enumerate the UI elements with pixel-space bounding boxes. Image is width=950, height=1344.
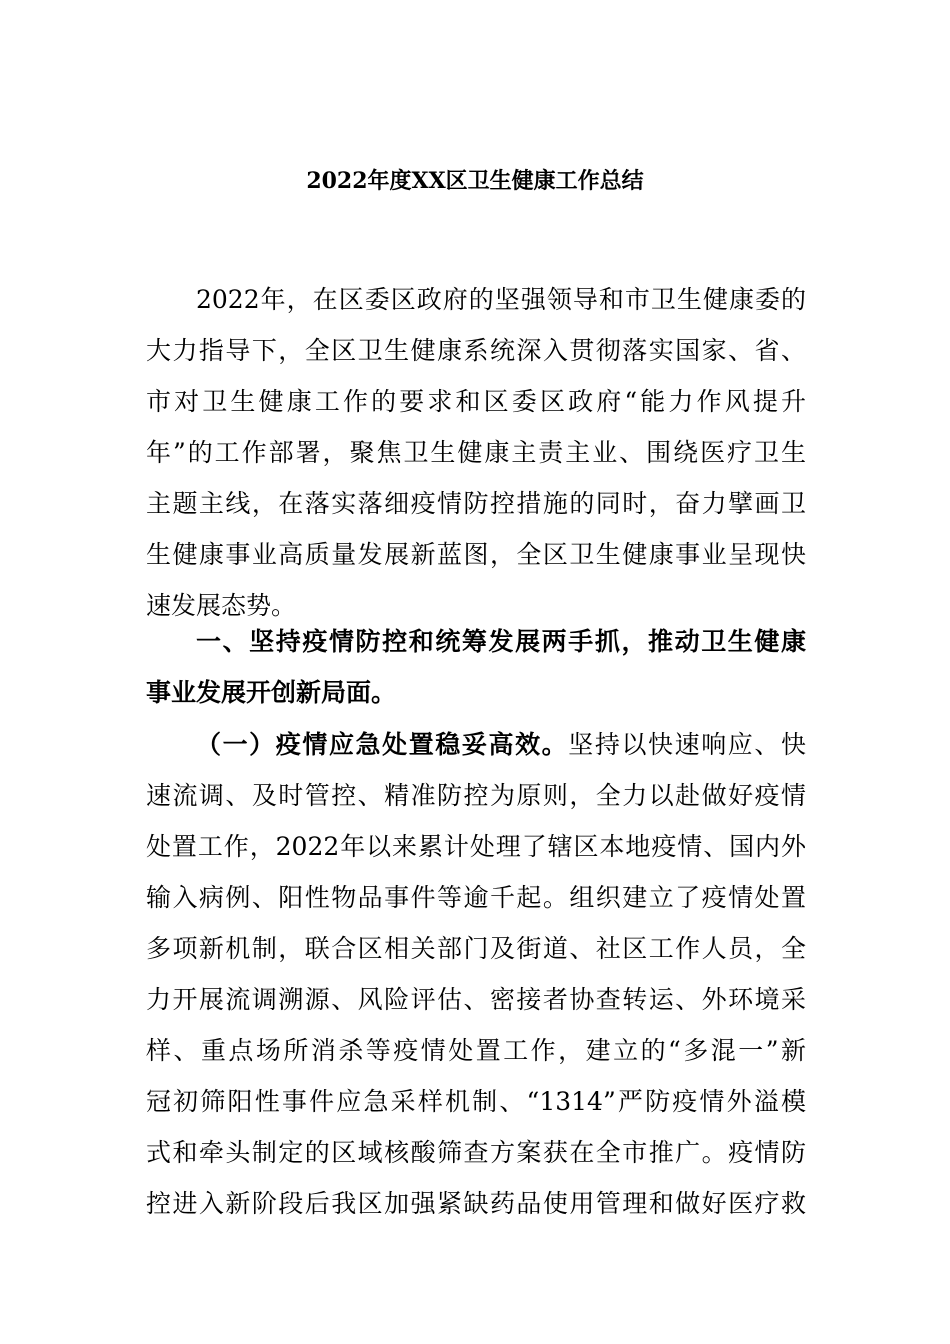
subsection-line: 式和牵头制定的区域核酸筛查方案获在全市推广。疫情防 — [146, 1138, 806, 1167]
subsection-lead: （一）疫情应急处置稳妥高效。 — [196, 730, 569, 759]
intro-line: 大力指导下，全区卫生健康系统深入贯彻落实国家、省、 — [146, 336, 806, 365]
intro-paragraph — [146, 274, 806, 631]
subsection-line: 样、重点场所消杀等疫情处置工作，建立的“多混一”新 — [146, 1036, 806, 1065]
subsection-line: 冠初筛阳性事件应急采样机制、“1314”严防疫情外溢模 — [146, 1087, 806, 1116]
subsection-line: 输入病例、阳性物品事件等逾千起。组织建立了疫情处置 — [146, 883, 806, 912]
intro-line: 生健康事业高质量发展新蓝图，全区卫生健康事业呈现快 — [146, 540, 806, 569]
subsection-line: 速流调、及时管控、精准防控为原则，全力以赴做好疫情 — [146, 781, 806, 810]
subsection-line: 多项新机制，联合区相关部门及街道、社区工作人员，全 — [146, 934, 806, 963]
subsection-first-rest: 坚持以快速响应、快 — [568, 730, 806, 759]
intro-line: 市对卫生健康工作的要求和区委区政府“能力作风提升 — [146, 387, 806, 416]
subsection-line: 控进入新阶段后我区加强紧缺药品使用管理和做好医疗救 — [146, 1189, 806, 1218]
section-heading-1 — [146, 616, 806, 718]
intro-line: 2022年，在区委区政府的坚强领导和市卫生健康委的 — [196, 285, 806, 314]
subsection-paragraph-1 — [146, 719, 806, 1229]
heading-line: 事业发展开创新局面。 — [146, 678, 397, 707]
subsection-line: 力开展流调溯源、风险评估、密接者协查转运、外环境采 — [146, 985, 806, 1014]
subsection-line: 处置工作，2022年以来累计处理了辖区本地疫情、国内外 — [146, 832, 806, 861]
heading-line: 一、坚持疫情防控和统筹发展两手抓，推动卫生健康 — [196, 627, 806, 656]
intro-line: 年”的工作部署，聚焦卫生健康主责主业、围绕医疗卫生 — [146, 438, 806, 467]
intro-line: 速发展态势。 — [146, 591, 297, 620]
intro-line: 主题主线，在落实落细疫情防控措施的同时，奋力擘画卫 — [146, 489, 806, 518]
subsection-first-line — [146, 719, 806, 770]
document-title: 2022年度XX区卫生健康工作总结 — [306, 168, 644, 194]
